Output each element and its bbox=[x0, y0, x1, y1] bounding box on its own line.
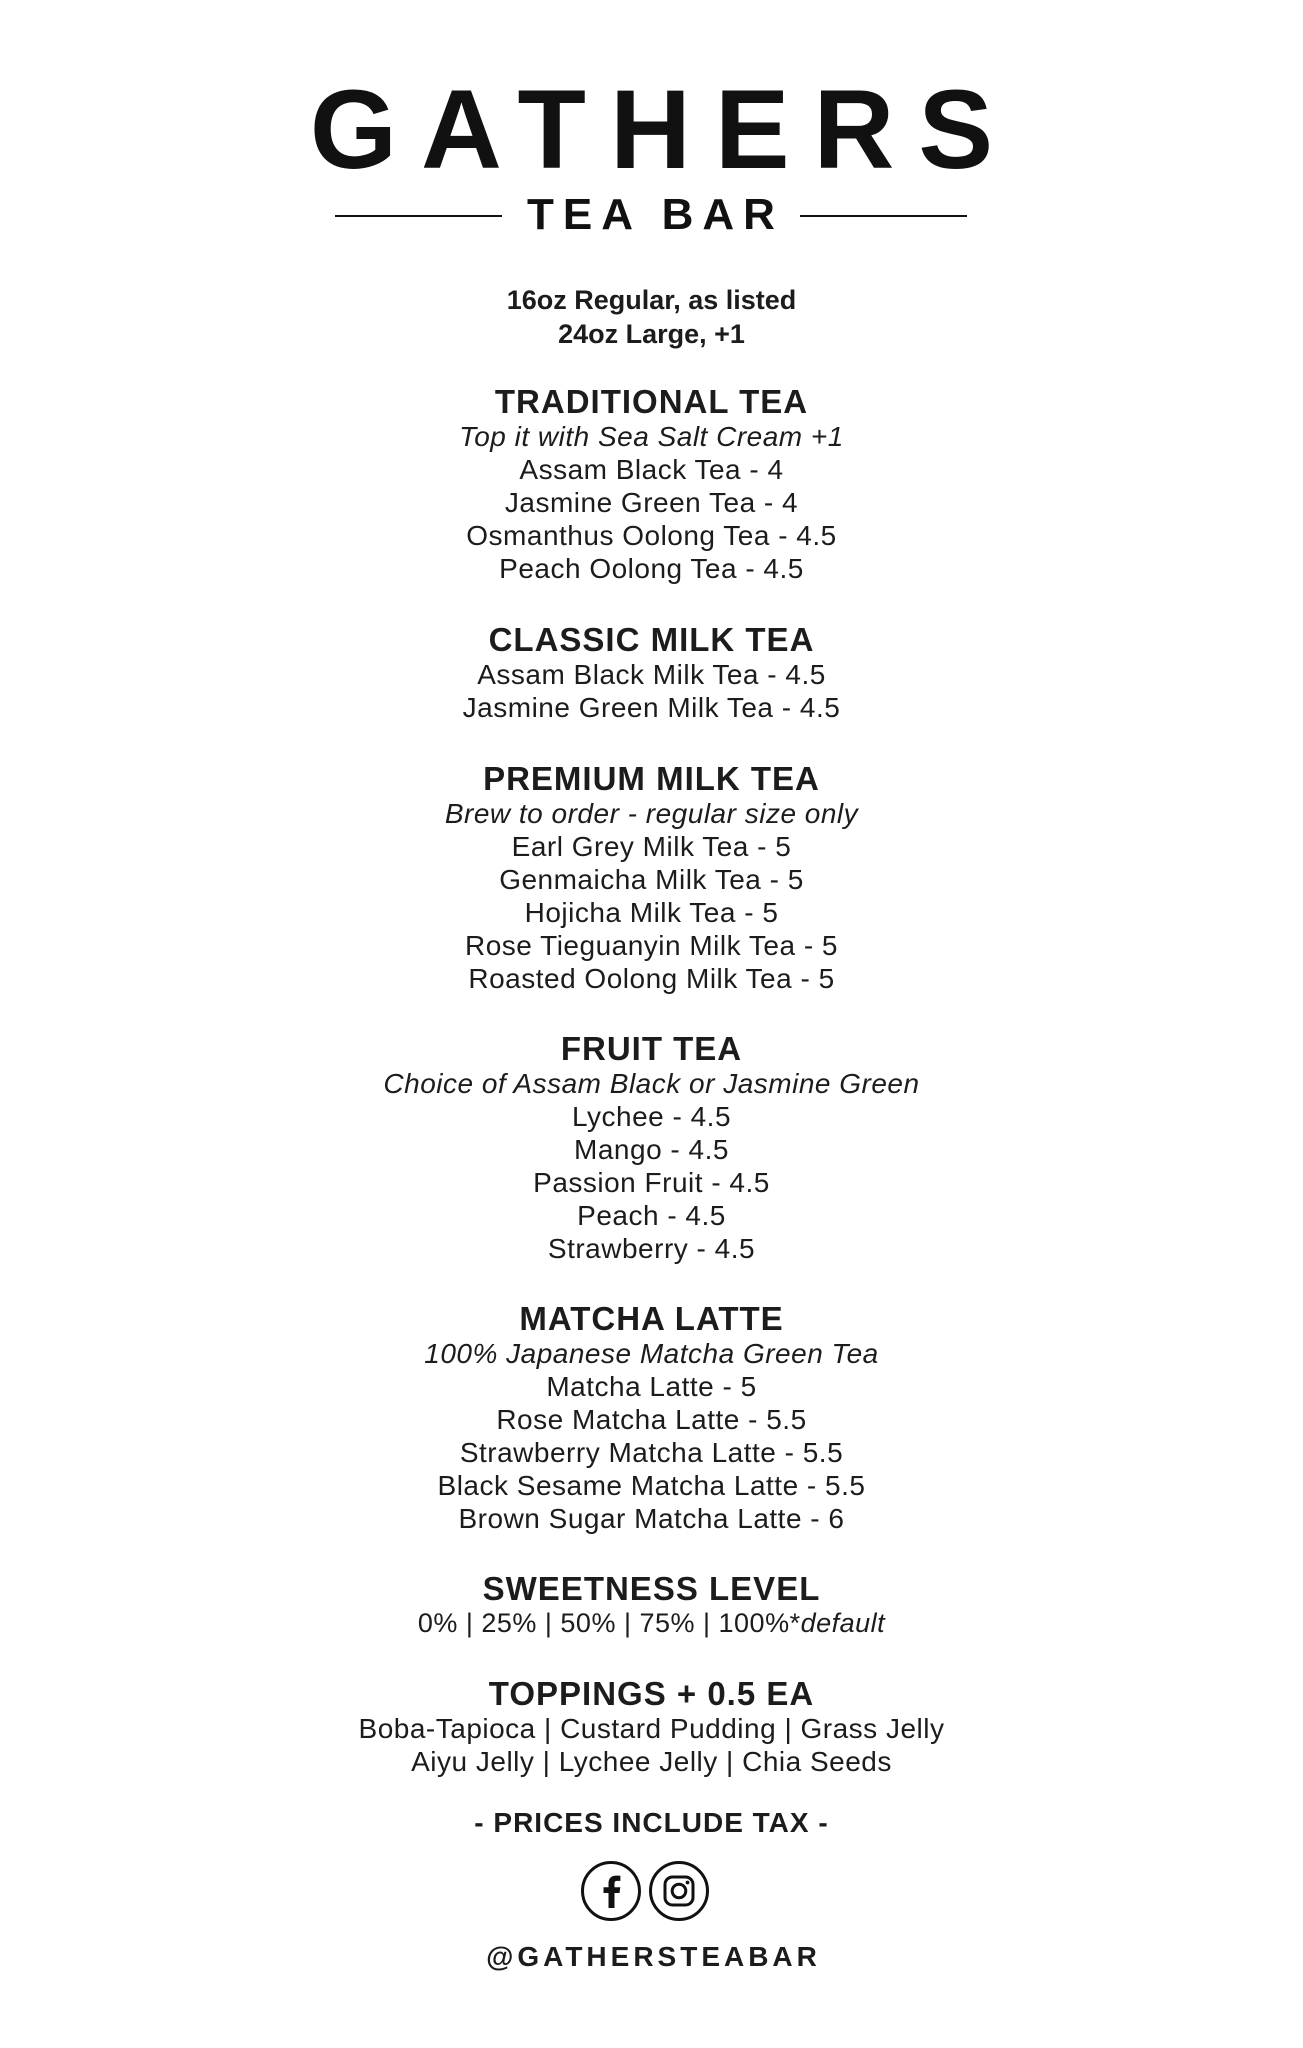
section-traditional-tea bbox=[0, 384, 1303, 585]
menu-item: Peach Oolong Tea - 4.5 bbox=[499, 553, 804, 584]
social-handle[interactable]: @GATHERSTEABAR bbox=[486, 1941, 821, 1972]
instagram-icon[interactable] bbox=[648, 1860, 710, 1922]
brand-subtitle: TEA BAR bbox=[527, 190, 784, 239]
menu-item: Rose Tieguanyin Milk Tea - 5 bbox=[465, 930, 838, 961]
size-large: 24oz Large, +1 bbox=[558, 319, 745, 349]
sweetness-default-label: default bbox=[800, 1608, 886, 1638]
section-fruit-tea bbox=[0, 1031, 1303, 1265]
section-note: Brew to order - regular size only bbox=[444, 798, 859, 829]
brand-name: GATHERS bbox=[309, 67, 1018, 192]
menu-item: Lychee - 4.5 bbox=[571, 1101, 732, 1132]
section-premium-milk-tea bbox=[0, 761, 1303, 995]
section-matcha-latte bbox=[0, 1301, 1303, 1535]
section-note: Top it with Sea Salt Cream +1 bbox=[459, 421, 844, 452]
menu-item: Jasmine Green Milk Tea - 4.5 bbox=[462, 692, 841, 723]
menu-item: Black Sesame Matcha Latte - 5.5 bbox=[437, 1470, 866, 1501]
menu-item: Passion Fruit - 4.5 bbox=[533, 1167, 770, 1198]
menu-item: Brown Sugar Matcha Latte - 6 bbox=[458, 1503, 845, 1534]
divider-right bbox=[800, 215, 967, 217]
menu-item: Osmanthus Oolong Tea - 4.5 bbox=[466, 520, 837, 551]
social-icons bbox=[580, 1860, 723, 1926]
section-sweetness-level bbox=[0, 1571, 1303, 1640]
brand-subtitle-row bbox=[0, 190, 1303, 240]
menu-item: Matcha Latte - 5 bbox=[546, 1371, 757, 1402]
toppings-line: Aiyu Jelly | Lychee Jelly | Chia Seeds bbox=[411, 1746, 892, 1777]
menu-item: Rose Matcha Latte - 5.5 bbox=[496, 1404, 807, 1435]
sweetness-levels: 0% | 25% | 50% | 75% | 100%* bbox=[417, 1608, 801, 1638]
menu-item: Strawberry Matcha Latte - 5.5 bbox=[459, 1437, 844, 1468]
section-toppings bbox=[0, 1676, 1303, 1778]
menu-item: Roasted Oolong Milk Tea - 5 bbox=[468, 963, 835, 994]
menu-item: Strawberry - 4.5 bbox=[547, 1233, 756, 1264]
menu-item: Jasmine Green Tea - 4 bbox=[504, 487, 799, 518]
menu-item: Assam Black Milk Tea - 4.5 bbox=[477, 659, 826, 690]
section-note: Choice of Assam Black or Jasmine Green bbox=[383, 1068, 920, 1099]
sweetness-options bbox=[0, 1607, 1303, 1640]
menu-item: Assam Black Tea - 4 bbox=[519, 454, 784, 485]
size-info bbox=[0, 283, 1303, 351]
section-title: FRUIT TEA bbox=[560, 1030, 743, 1067]
size-regular: 16oz Regular, as listed bbox=[506, 285, 797, 315]
section-title: TRADITIONAL TEA bbox=[494, 383, 809, 420]
section-note: 100% Japanese Matcha Green Tea bbox=[424, 1338, 879, 1369]
facebook-icon[interactable] bbox=[580, 1860, 642, 1922]
menu-item: Earl Grey Milk Tea - 5 bbox=[511, 831, 792, 862]
tax-note: - PRICES INCLUDE TAX - bbox=[474, 1807, 829, 1838]
section-classic-milk-tea bbox=[0, 622, 1303, 724]
section-title: TOPPINGS + 0.5 EA bbox=[488, 1675, 815, 1712]
section-title: PREMIUM MILK TEA bbox=[483, 760, 820, 797]
section-title: MATCHA LATTE bbox=[519, 1300, 784, 1337]
menu-item: Hojicha Milk Tea - 5 bbox=[524, 897, 779, 928]
divider-left bbox=[335, 215, 502, 217]
menu-item: Genmaicha Milk Tea - 5 bbox=[499, 864, 804, 895]
menu-item: Mango - 4.5 bbox=[574, 1134, 729, 1165]
section-title: SWEETNESS LEVEL bbox=[482, 1570, 821, 1607]
section-title: CLASSIC MILK TEA bbox=[488, 621, 815, 658]
toppings-line: Boba-Tapioca | Custard Pudding | Grass Jelly bbox=[358, 1713, 945, 1744]
menu-item: Peach - 4.5 bbox=[577, 1200, 726, 1231]
